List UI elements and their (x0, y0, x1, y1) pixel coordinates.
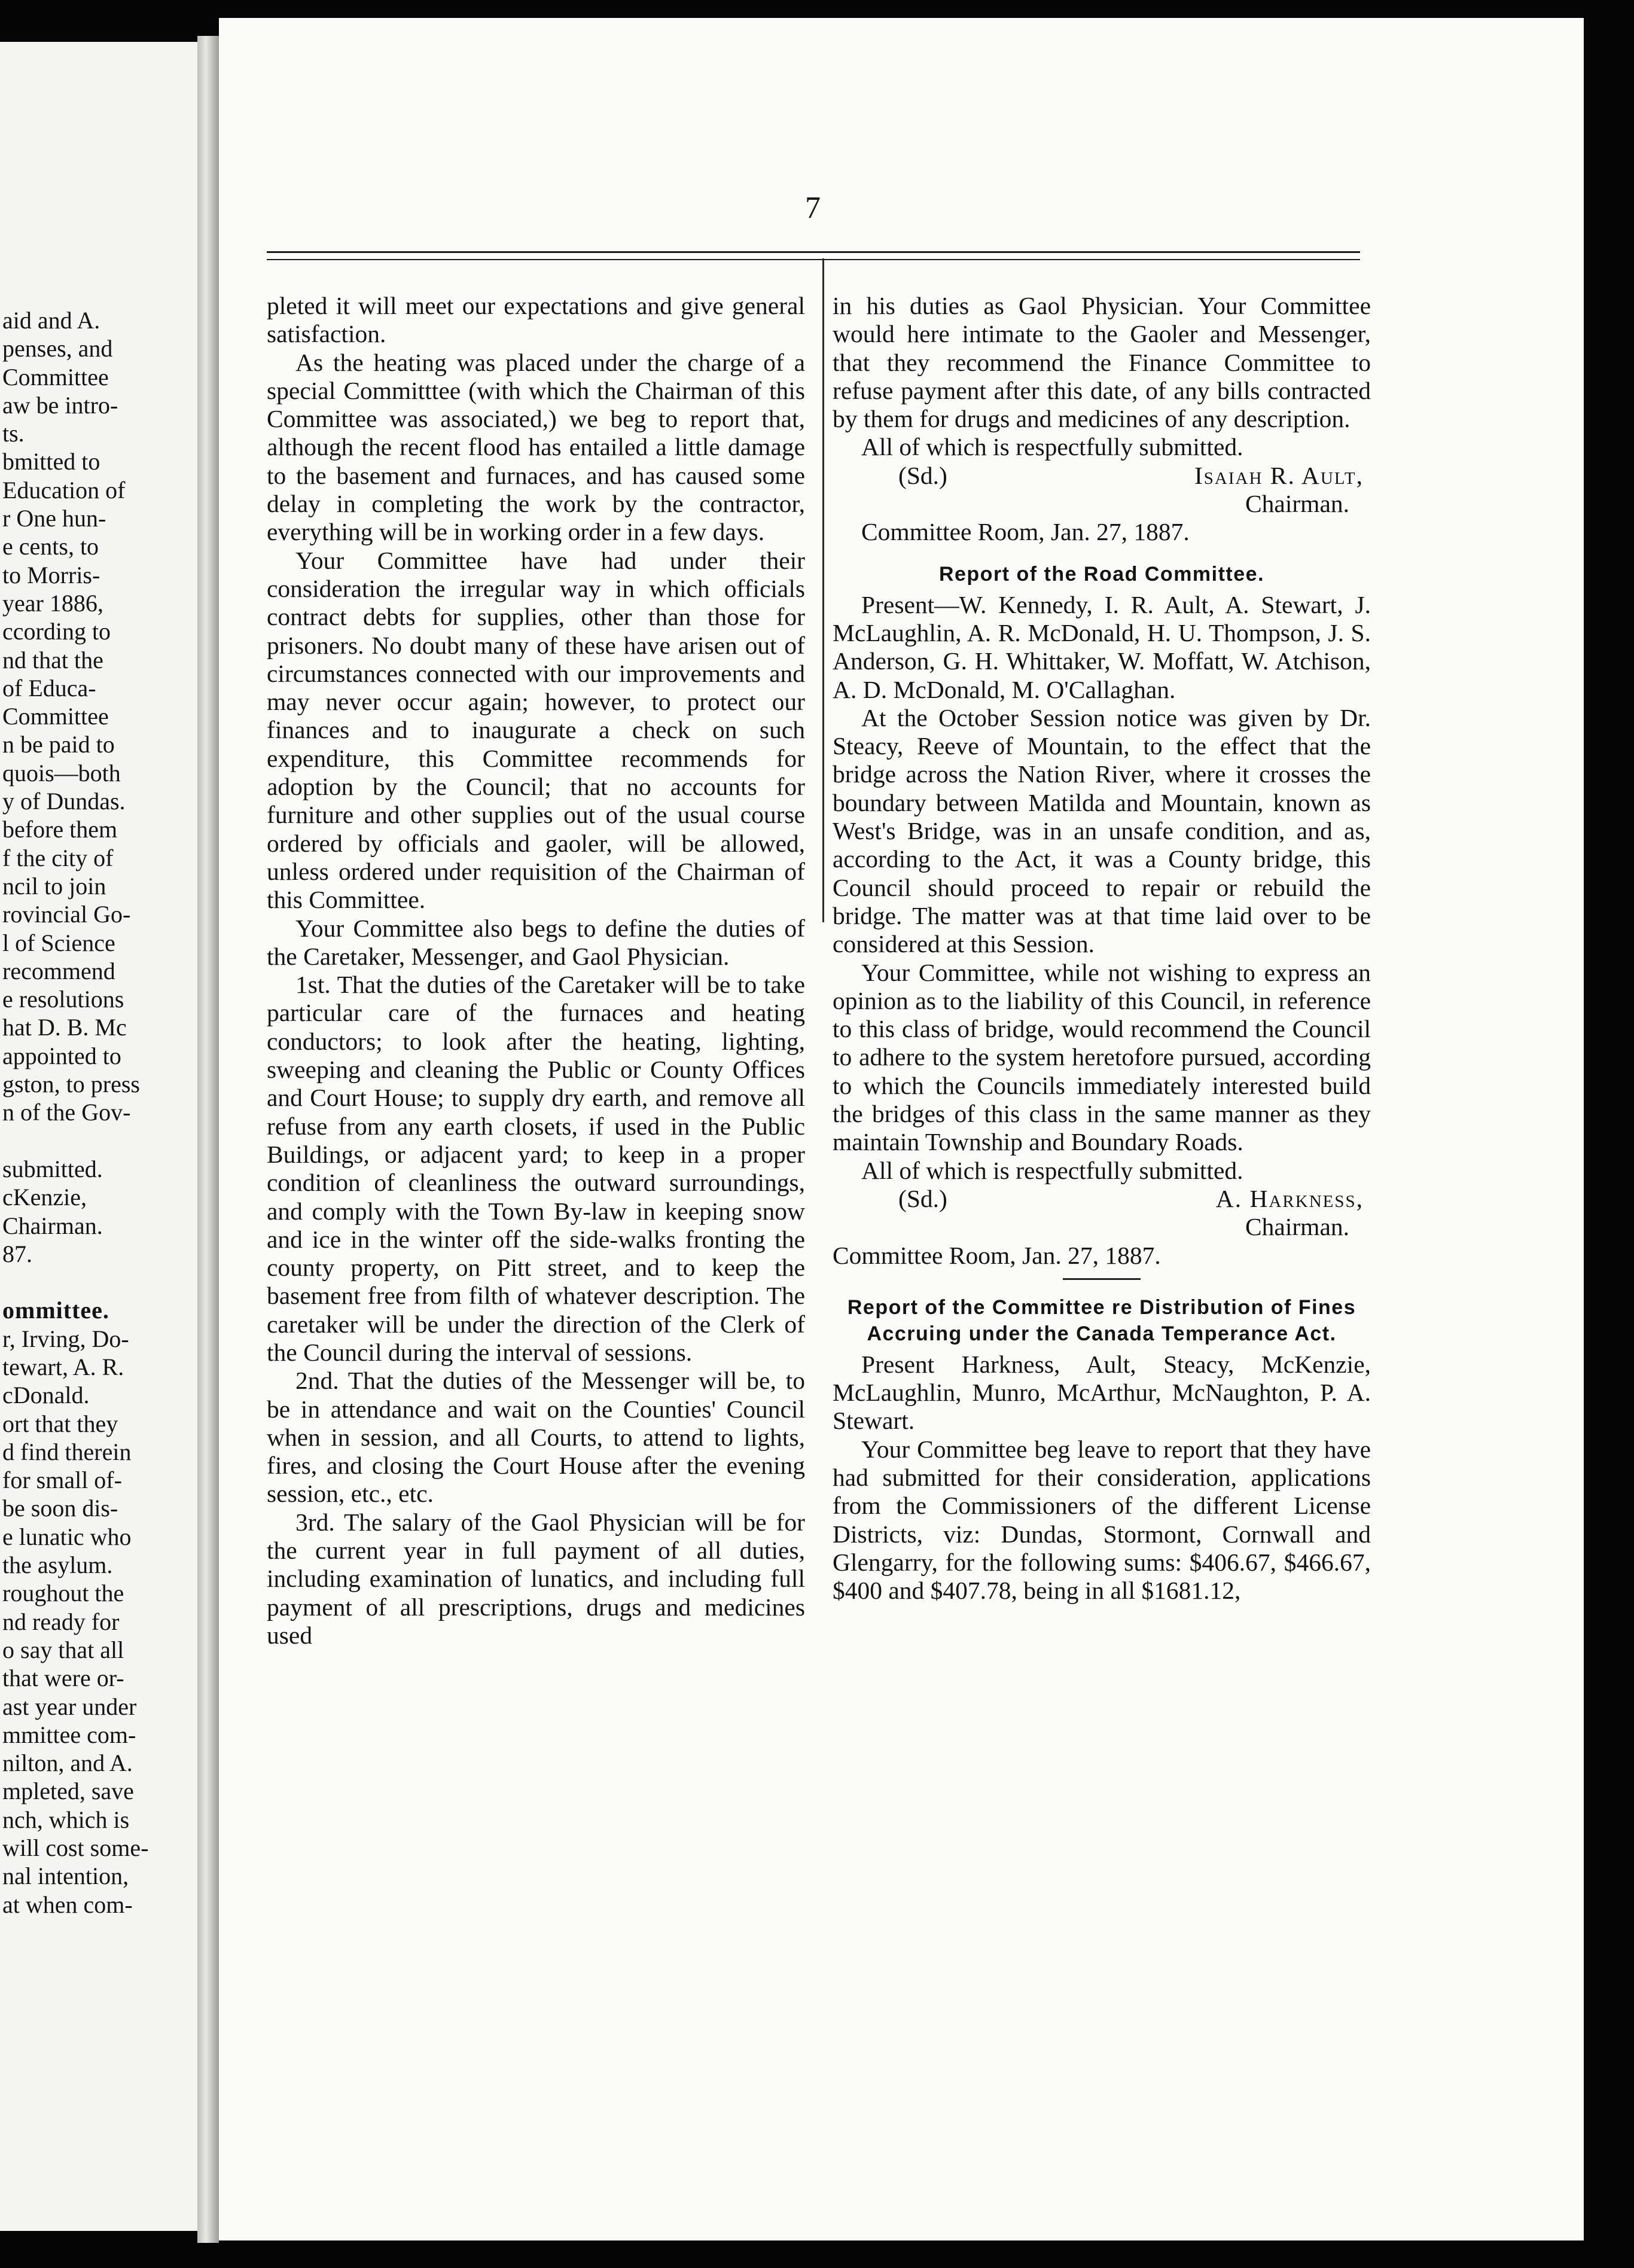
paragraph: pleted it will meet our expectations and give general satisfaction. (267, 292, 805, 348)
paragraph: Present Harkness, Ault, Steacy, McKenzie, McLaughlin, Munro, McArthur, McNaughton, P. A. Stewart. (833, 1350, 1371, 1435)
left-page-line: ommittee. (2, 1297, 109, 1324)
left-page-line: d find therein (2, 1438, 132, 1465)
page-number: 7 (805, 191, 821, 225)
left-page-line: be soon dis- (2, 1495, 118, 1522)
right-column (833, 292, 1371, 1605)
signature-line (833, 462, 1371, 490)
left-page-line: that were or- (2, 1665, 124, 1692)
left-page-line: at when com- (2, 1891, 133, 1918)
section-separator (1063, 1278, 1141, 1280)
left-page-line: bmitted to (2, 448, 100, 475)
paragraph: As the heating was placed under the charge of a special Committtee (with which the Chairman of this Committee was associated,) we beg to report that, although the recent flood has entailed a little damage to the basement and furnaces, and has caused some delay in completing the work by the contractor, everything will be in working order in a few days. (267, 348, 805, 546)
left-page-line: n of the Gov- (2, 1099, 131, 1126)
submitted-line: All of which is respectfully submitted. (861, 1156, 1243, 1184)
paragraph: Your Committee also begs to define the duties of the Caretaker, Messenger, and Gaol Physician. (267, 914, 805, 970)
dateline: Committee Room, Jan. 27, 1887. (833, 1241, 1161, 1269)
left-page-line: cDonald. (2, 1382, 90, 1409)
left-page-line: l of Science (2, 929, 115, 956)
left-page-line: will cost some- (2, 1834, 149, 1862)
paragraph: in his duties as Gaol Physician. Your Committee would here intimate to the Gaoler and Messenger, that they recommend the Finance Committee to refuse payment after this date, of any bills contracted by them for drugs and medicines of any description. (833, 292, 1371, 433)
paragraph: 3rd. The salary of the Gaol Physician will be for the current year in full payment of all duties, including examination of lunatics, and including full payment of all prescriptions, drugs and medicines used (267, 1508, 805, 1649)
left-page-line: o say that all (2, 1636, 124, 1663)
adjacent-left-page (0, 42, 197, 2231)
left-page-line: submitted. (2, 1155, 103, 1182)
left-page-line: ccording to (2, 618, 111, 645)
left-page-line: ts. (2, 420, 25, 447)
left-page-line: e cents, to (2, 533, 99, 560)
left-page-line: for small of- (2, 1467, 122, 1494)
left-page-line: rovincial Go- (2, 901, 131, 928)
left-column (267, 292, 805, 1650)
left-page-line: Committee (2, 703, 109, 730)
left-page-line: Education of (2, 476, 126, 504)
left-page-line: ast year under (2, 1693, 137, 1720)
left-page-line: roughout the (2, 1580, 124, 1607)
left-page-text-fragments (0, 42, 197, 1919)
left-page-line: f the city of (2, 844, 114, 871)
left-page-line: before them (2, 816, 118, 843)
paragraph: Present—W. Kennedy, I. R. Ault, A. Stewart, J. McLaughlin, A. R. McDonald, H. U. Thompson, J. S. Anderson, G. H. Whittaker, W. Moffatt, W. Atchison, A. D. McDonald, M. O'Callaghan. (833, 590, 1371, 703)
left-page-line: nd that the (2, 646, 103, 673)
left-page-line: hat D. B. Mc (2, 1014, 127, 1041)
left-page-line: recommend (2, 957, 115, 984)
section-heading: Report of the Road Committee. (938, 562, 1265, 586)
left-page-line: nal intention, (2, 1862, 129, 1890)
left-page-line: gston, to press (2, 1071, 140, 1098)
left-page-line: ncil to join (2, 872, 106, 900)
left-page-line: tewart, A. R. (2, 1353, 124, 1380)
left-page-line (0, 1127, 197, 1155)
book-gutter (197, 36, 219, 2243)
left-page-line: nd ready for (2, 1608, 120, 1635)
left-page-line: e resolutions (2, 986, 124, 1013)
left-page-line: ort that they (2, 1410, 118, 1437)
left-page-line: appointed to (2, 1042, 121, 1069)
signer-title: Chairman. (1245, 1213, 1349, 1241)
left-page-line: r, Irving, Do- (2, 1325, 129, 1352)
submitted-line: All of which is respectfully submitted. (861, 433, 1243, 461)
left-page-line: y of Dundas. (2, 788, 126, 815)
column-divider (822, 258, 824, 922)
left-page-line (0, 1268, 197, 1296)
left-page-line: of Educa- (2, 674, 96, 702)
left-page-line: mmittee com- (2, 1721, 136, 1748)
left-page-line: mpleted, save (2, 1778, 134, 1805)
left-page-line: aw be intro- (2, 391, 118, 419)
left-page-line: 87. (2, 1240, 32, 1267)
sd-mark: (Sd.) (898, 1184, 947, 1212)
section-heading: Report of the Committee re Distribution of Fines Accruing under the Canada Temperance Act. (847, 1295, 1356, 1345)
signer-name: Isaiah R. Ault, (1194, 461, 1364, 489)
signer-title: Chairman. (1245, 490, 1349, 518)
paragraph: 1st. That the duties of the Caretaker will be to take particular care of the furnaces and heating conductors; to look after the heating, lighting, sweeping and cleaning the Public or County Offices and Court House; to supply dry earth, and remove all refuse from any earth closets, if used in the Public Buildings, or adjacent yard; to keep in a proper condition of cleanliness the outward surroundings, and comply with the Town By-law in keeping snow and ice in the winter off the side-walks fronting the county property, on Pitt street, and to keep the basement free from filth of whatever description. The caretaker will be under the direction of the Clerk of the Council during the interval of sessions. (267, 971, 805, 1366)
header-rule (267, 251, 1360, 260)
paragraph: Your Committee have had under their consideration the irregular way in which officials contract debts for supplies, other than those for prisoners. No doubt many of these have arisen out of circumstances connected with our improvements and may never occur again; however, to protect our finances and to inaugurate a check on such expenditure, this Committee recommends for adoption by the Council; that no accounts for furniture and other supplies out of the usual course ordered by officials and gaoler, will be allowed, unless ordered under requisition of the Chairman of this Committee. (267, 546, 805, 914)
paragraph: At the October Session notice was given by Dr. Steacy, Reeve of Mountain, to the effect that the bridge across the Nation River, where it crosses the boundary between Matilda and Mountain, known as West's Bridge, was in an unsafe condition, and as, according to the Act, it was a County bridge, this Council should proceed to repair or rebuild the bridge. The matter was at that time laid over to be considered at this Session. (833, 703, 1371, 958)
signer-name: A. Harkness, (1215, 1184, 1364, 1212)
paragraph: 2nd. That the duties of the Messenger will be, to be in attendance and wait on the Counties' Council when in session, and all Courts, to attend to lights, fires, and closing the Court House after the evening session, etc., etc. (267, 1367, 805, 1508)
left-page-line: r One hun- (2, 505, 106, 532)
left-page-line: quois—both (2, 759, 121, 787)
left-page-line: cKenzie, (2, 1184, 87, 1211)
left-page-line: penses, and (2, 335, 113, 362)
left-page-line: nilton, and A. (2, 1749, 133, 1777)
left-page-line: to Morris- (2, 561, 100, 589)
dateline: Committee Room, Jan. 27, 1887. (861, 518, 1190, 546)
paragraph: Your Committee beg leave to report that they have had submitted for their consideration, applications from the Commissioners of the different License Districts, viz: Dundas, Stormont, Cornwall and Glengarry, for the following sums: $406.67, $466.67, $400 and $407.78, being in all $1681.12, (833, 1435, 1371, 1605)
left-page-line: year 1886, (2, 589, 103, 617)
sd-mark: (Sd.) (898, 461, 947, 489)
paragraph: Your Committee, while not wishing to express an opinion as to the liability of this Council, in reference to this class of bridge, would recommend the Council to adhere to the system heretofore pursued, according to which the Councils immediately interested build the bridges of this class in the same manner as they maintain Township and Boundary Roads. (833, 958, 1371, 1156)
left-page-line: Committee (2, 363, 109, 391)
left-page-line: aid and A. (2, 307, 100, 334)
left-page-line: Chairman. (2, 1212, 103, 1239)
left-page-line: nch, which is (2, 1806, 130, 1833)
signature-line (833, 1185, 1371, 1213)
left-page-line: e lunatic who (2, 1523, 132, 1550)
left-page-line: the asylum. (2, 1551, 113, 1579)
left-page-line: n be paid to (2, 731, 115, 758)
